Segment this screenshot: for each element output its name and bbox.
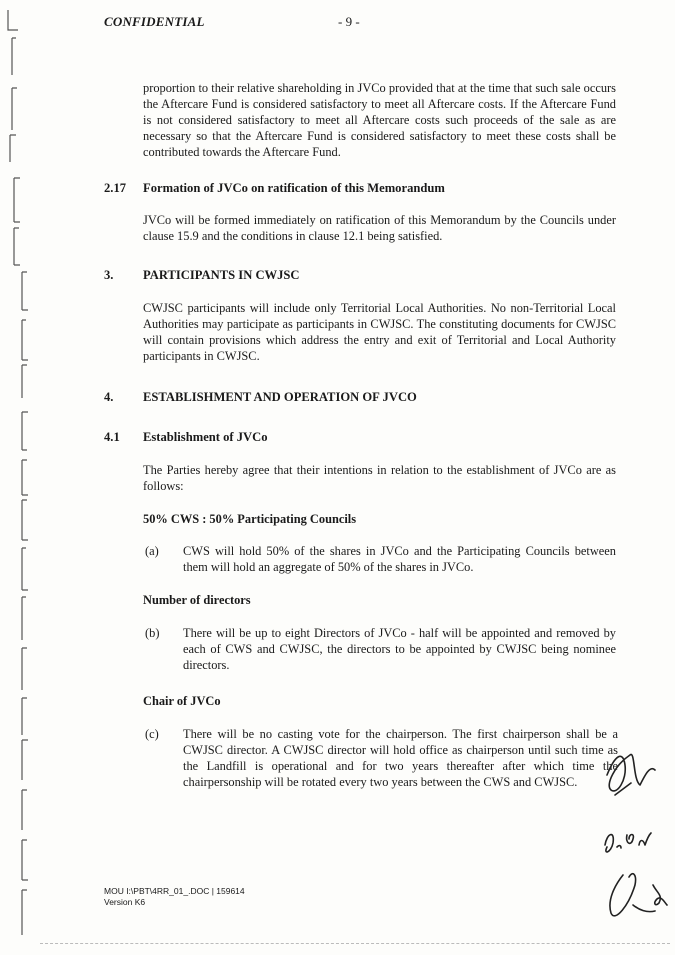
section-3-title: PARTICIPANTS IN CWJSC [143, 268, 300, 282]
section-4-1-title: Establishment of JVCo [143, 430, 268, 444]
shares-heading: 50% CWS : 50% Participating Councils [143, 512, 357, 526]
confidential-header: CONFIDENTIAL [104, 14, 205, 29]
bottom-rule [40, 943, 670, 944]
section-2-17-text: JVCo will be formed immediately on ratification of this Memorandum by the Councils under clause 15.9 and the conditions in clause 12.1 being satisfied. [143, 213, 616, 243]
item-c-text: There will be no casting vote for the chairperson. The first chairperson shall be a CWJSC director. A CWJSC director will hold office as chairperson until such time as the Landfill is operational and for two years thereafter after which time the chairpersonship will be rotated every two years between the CWS and CWJSC. [183, 727, 618, 789]
item-b-text: There will be up to eight Directors of JVCo - half will be appointed and removed by each of CWS and CWJSC, the directors to be appointed by CWJSC being nominee directors. [183, 626, 616, 672]
section-2-17-number: 2.17 [104, 181, 127, 195]
item-c-label: (c) [145, 727, 159, 741]
handwritten-initials-signature [545, 735, 675, 935]
page-number: - 9 - [338, 14, 360, 29]
section-4-1-text: The Parties hereby agree that their intentions in relation to the establishment of JVCo are as follows: [143, 463, 616, 493]
intro-paragraph: proportion to their relative shareholding in JVCo provided that at the time that such sale occurs the Aftercare Fund is considered satisfactory to meet all Aftercare costs. If the Aftercare Fund is not considered satisfactory to meet all Aftercare costs such proceeds of the sale as are necessary so that the Aftercare Fund is considered satisfactory to meet these costs shall be contributed towards the Aftercare Fund. [143, 81, 616, 159]
directors-heading: Number of directors [143, 593, 251, 607]
footer-doc-reference: MOU I:\PBT\4RR_01_.DOC | 159614 [104, 886, 245, 896]
section-4-1-number: 4.1 [104, 430, 120, 444]
section-4-number: 4. [104, 390, 114, 404]
section-3-text: CWJSC participants will include only Territorial Local Authorities. No non-Territorial Local Authorities may participate as participants in CWJSC. The constituting documents for CWJSC will contain provisions which address the entry and exit of Territorial and Local Authority participants in CWJSC. [143, 301, 616, 363]
section-3-number: 3. [104, 268, 114, 282]
footer-version: Version K6 [104, 897, 146, 907]
item-a-label: (a) [145, 544, 159, 558]
item-b-label: (b) [145, 626, 160, 640]
section-2-17-title: Formation of JVCo on ratification of this Memorandum [143, 181, 445, 195]
footer [104, 886, 245, 908]
section-4-title: ESTABLISHMENT AND OPERATION OF JVCO [143, 390, 417, 404]
chair-heading: Chair of JVCo [143, 694, 221, 708]
item-a-text: CWS will hold 50% of the shares in JVCo and the Participating Councils between them will hold an aggregate of 50% of the shares in JVCo. [183, 544, 616, 574]
binder-hole-marks [0, 0, 40, 955]
